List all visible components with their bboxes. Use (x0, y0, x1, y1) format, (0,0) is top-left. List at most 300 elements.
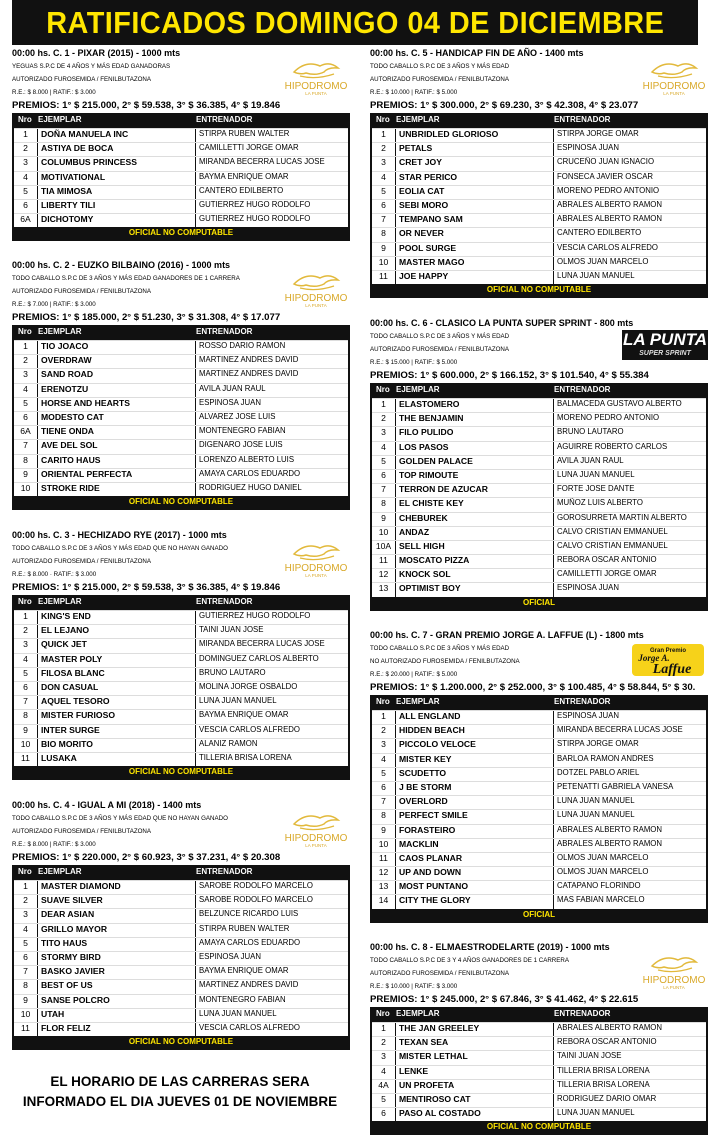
entry-number: 9 (14, 469, 38, 482)
entry-number: 1 (372, 399, 396, 412)
trainer-name: LORENZO ALBERTO LUIS (199, 454, 295, 464)
trainer-name: ABRALES ALBERTO RAMON (557, 199, 663, 209)
race-prizes: PREMIOS: 1° $ 600.000, 2° $ 166.152, 3° $ 101.540, 4° $ 55.384 (370, 370, 649, 381)
trainer-name: MAS FABIAN MARCELO (557, 895, 645, 905)
table-header (372, 385, 706, 398)
table-row (14, 724, 348, 738)
trainer-name: BRUNO LAUTARO (557, 427, 624, 437)
trainer-name: MONTENEGRO FABIAN (199, 426, 286, 436)
trainer-name: CANTERO EDILBERTO (557, 228, 642, 238)
entries-table (370, 383, 708, 611)
horse-name: LENKE (396, 1066, 554, 1079)
entries-table (12, 865, 350, 1050)
table-row (14, 397, 348, 411)
header-nro: Nro (376, 385, 390, 394)
entry-number: 10 (14, 739, 38, 752)
horse-name: UP AND DOWN (396, 867, 554, 880)
header-ejemplar: EJEMPLAR (38, 867, 82, 876)
race-card-7 (370, 628, 712, 923)
race-fees: R.E.: $ 8.000 | RATIF.: $ 3.000 (12, 89, 96, 96)
table-row (14, 1008, 348, 1022)
table-row (14, 468, 348, 482)
horse-name: DOÑA MANUELA INC (38, 129, 196, 142)
header-entrenador: ENTRENADOR (554, 697, 611, 706)
svg-text:LA PUNTA: LA PUNTA (305, 91, 327, 96)
trainer-name: ALVAREZ JOSE LUIS (199, 411, 276, 421)
horse-name: HIDDEN BEACH (396, 725, 554, 738)
entry-number: 3 (372, 1051, 396, 1064)
table-header (14, 867, 348, 880)
entry-number: 4 (14, 654, 38, 667)
entry-number: 10 (372, 527, 396, 540)
trainer-name: MARTINEZ ANDRES DAVID (199, 355, 299, 365)
trainer-name: GOROSURRETA MARTIN ALBERTO (557, 512, 687, 522)
horse-name: DON CASUAL (38, 682, 196, 695)
entries-table (370, 1007, 708, 1135)
horse-name: AVE DEL SOL (38, 440, 196, 453)
entry-number: 4 (14, 384, 38, 397)
trainer-name: CALVO CRISTIAN EMMANUEL (557, 540, 668, 550)
entry-number: 6 (372, 782, 396, 795)
table-row (372, 781, 706, 795)
svg-text:HIPODROMO: HIPODROMO (284, 563, 348, 574)
entry-number: 6 (14, 952, 38, 965)
horse-name: OVERLORD (396, 796, 554, 809)
header-ejemplar: EJEMPLAR (38, 115, 82, 124)
hipodromo-logo (280, 270, 352, 308)
entry-number: 2 (14, 143, 38, 156)
trainer-name: ABRALES ALBERTO RAMON (557, 838, 663, 848)
trainer-name: LUNA JUAN MANUEL (557, 1108, 635, 1118)
entry-number: 5 (372, 768, 396, 781)
entry-number: 11 (372, 853, 396, 866)
horse-name: HORSE AND HEARTS (38, 398, 196, 411)
table-row (372, 256, 706, 270)
entries-table (370, 113, 708, 298)
horse-name: SCUDETTO (396, 768, 554, 781)
entry-number: 6 (14, 200, 38, 213)
race-status: OFICIAL NO COMPUTABLE (14, 227, 348, 239)
trainer-name: ABRALES ALBERTO RAMON (557, 214, 663, 224)
table-row (372, 1036, 706, 1050)
laffue-logo (628, 640, 708, 680)
table-row (372, 512, 706, 526)
race-card-1 (12, 46, 354, 241)
entry-number: 4 (14, 172, 38, 185)
horse-name: TERRON DE AZUCAR (396, 484, 554, 497)
table-row (372, 753, 706, 767)
table-row (14, 681, 348, 695)
table-row (372, 809, 706, 823)
trainer-name: LUNA JUAN MANUEL (557, 270, 635, 280)
trainer-name: MIRANDA BECERRA LUCAS JOSE (199, 157, 325, 167)
entry-number: 8 (372, 498, 396, 511)
trainer-name: BAYMA ENRIQUE OMAR (199, 171, 289, 181)
table-row (14, 752, 348, 766)
trainer-name: GUTIERREZ HUGO RODOLFO (199, 199, 311, 209)
table-header (14, 115, 348, 128)
trainer-name: ESPINOSA JUAN (199, 397, 261, 407)
entries-table (12, 595, 350, 780)
table-row (372, 185, 706, 199)
trainer-name: RODRIGUEZ HUGO DANIEL (199, 482, 302, 492)
horse-name: TEMPANO SAM (396, 214, 554, 227)
horse-name: UNBRIDLED GLORIOSO (396, 129, 554, 142)
entry-number: 1 (14, 881, 38, 894)
trainer-name: GUTIERREZ HUGO RODOLFO (199, 214, 311, 224)
horse-name: SUAVE SILVER (38, 895, 196, 908)
entry-number: 1 (372, 129, 396, 142)
table-row (372, 795, 706, 809)
race-card-2 (12, 258, 354, 510)
table-row (372, 554, 706, 568)
trainer-name: TILLERIA BRISA LORENA (557, 1065, 650, 1075)
horse-name: LIBERTY TILI (38, 200, 196, 213)
race-authorization: AUTORIZADO FUROSEMIDA / FENILBUTAZONA (370, 76, 510, 83)
horse-name: THE BENJAMIN (396, 413, 554, 426)
trainer-name: CANTERO EDILBERTO (199, 185, 284, 195)
entry-number: 5 (14, 668, 38, 681)
horse-name: ANDAZ (396, 527, 554, 540)
table-row (14, 695, 348, 709)
horse-name: OPTIMIST BOY (396, 583, 554, 596)
horse-name: MOST PUNTANO (396, 881, 554, 894)
horse-name: SANSE POLCRO (38, 995, 196, 1008)
page-title: RATIFICADOS DOMINGO 04 DE DICIEMBRE (45, 4, 665, 40)
entry-number: 2 (372, 143, 396, 156)
race-header: 00:00 hs. C. 8 - ELMAESTRODELARTE (2019) - 1000 mts (370, 942, 610, 952)
entry-number: 12 (372, 867, 396, 880)
trainer-name: DOMINGUEZ CARLOS ALBERTO (199, 653, 319, 663)
table-row (372, 483, 706, 497)
table-row (372, 171, 706, 185)
table-row (372, 142, 706, 156)
trainer-name: BALMACEDA GUSTAVO ALBERTO (557, 399, 682, 408)
horse-name: DEAR ASIAN (38, 909, 196, 922)
horse-name: PASO AL COSTADO (396, 1108, 554, 1121)
trainer-name: STIRPA RUBEN WALTER (199, 923, 290, 933)
trainer-name: OLMOS JUAN MARCELO (557, 867, 649, 877)
entry-number: 2 (14, 355, 38, 368)
trainer-name: MARTINEZ ANDRES DAVID (199, 980, 299, 990)
horse-name: JOE HAPPY (396, 271, 554, 284)
header-ejemplar: EJEMPLAR (38, 597, 82, 606)
race-status: OFICIAL NO COMPUTABLE (372, 284, 706, 296)
trainer-name: TILLERIA BRISA LORENA (557, 1079, 650, 1089)
race-status: OFICIAL (372, 597, 706, 609)
race-status: OFICIAL NO COMPUTABLE (372, 1121, 706, 1133)
trainer-name: ABRALES ALBERTO RAMON (557, 1023, 663, 1032)
table-row (14, 908, 348, 922)
horse-name: PICCOLO VELOCE (396, 739, 554, 752)
trainer-name: MORENO PEDRO ANTONIO (557, 185, 660, 195)
horse-name: CAOS PLANAR (396, 853, 554, 866)
entry-number: 6 (14, 682, 38, 695)
table-row (14, 994, 348, 1008)
table-row (372, 1093, 706, 1107)
entry-number: 1 (14, 341, 38, 354)
entry-number: 9 (372, 825, 396, 838)
entry-number: 10 (372, 839, 396, 852)
entry-number: 4 (372, 172, 396, 185)
table-row (14, 709, 348, 723)
header-entrenador: ENTRENADOR (196, 597, 253, 606)
table-row (372, 128, 706, 142)
trainer-name: ALANIZ RAMON (199, 738, 258, 748)
trainer-name: DOTZEL PABLO ARIEL (557, 767, 640, 777)
horse-name: INTER SURGE (38, 725, 196, 738)
horse-name: PERFECT SMILE (396, 810, 554, 823)
horse-name: SELL HIGH (396, 541, 554, 554)
trainer-name: DIGENARO JOSE LUIS (199, 440, 283, 450)
table-row (372, 838, 706, 852)
table-row (372, 156, 706, 170)
table-header (14, 327, 348, 340)
race-status: OFICIAL NO COMPUTABLE (14, 1036, 348, 1048)
hipodromo-logo (280, 810, 352, 848)
horse-name: STROKE RIDE (38, 483, 196, 496)
table-row (14, 439, 348, 453)
trainer-name: FORTE JOSE DANTE (557, 484, 635, 494)
race-fees: R.E.: $ 8.000 | RATIF.: $ 3.000 (12, 841, 96, 848)
svg-text:HIPODROMO: HIPODROMO (642, 81, 706, 92)
table-row (14, 482, 348, 496)
entry-number: 5 (372, 186, 396, 199)
race-prizes: PREMIOS: 1° $ 215.000, 2° $ 59.538, 3° $ 36.385, 4° $ 19.846 (12, 582, 281, 593)
horse-name: TOP RIMOUTE (396, 470, 554, 483)
table-row (14, 653, 348, 667)
trainer-name: BAYMA ENRIQUE OMAR (199, 966, 289, 976)
trainer-name: MONTENEGRO FABIAN (199, 994, 286, 1004)
race-conditions: YEGUAS S.P.C DE 4 AÑOS Y MÁS EDAD GANADORAS (12, 63, 171, 70)
table-row (372, 227, 706, 241)
header-entrenador: ENTRENADOR (554, 115, 611, 124)
table-row (14, 454, 348, 468)
header-nro: Nro (376, 1009, 390, 1018)
horse-name: AQUEL TESORO (38, 696, 196, 709)
race-authorization: AUTORIZADO FUROSEMIDA / FENILBUTAZONA (12, 76, 152, 83)
trainer-name: REBORA OSCAR ANTONIO (557, 555, 657, 565)
horse-name: FILOSA BLANC (38, 668, 196, 681)
horse-name: ASTIYA DE BOCA (38, 143, 196, 156)
trainer-name: SAROBE RODOLFO MARCELO (199, 895, 313, 905)
entry-number: 7 (14, 696, 38, 709)
table-row (372, 455, 706, 469)
title-banner (12, 0, 698, 45)
header-nro: Nro (376, 697, 390, 706)
table-row (14, 894, 348, 908)
horse-name: QUICK JET (38, 639, 196, 652)
table-row (14, 142, 348, 156)
svg-text:Jorge A.: Jorge A. (638, 653, 670, 663)
horse-name: J BE STORM (396, 782, 554, 795)
trainer-name: SAROBE RODOLFO MARCELO (199, 881, 313, 890)
trainer-name: OLMOS JUAN MARCELO (557, 256, 649, 266)
horse-name: TITO HAUS (38, 938, 196, 951)
table-row (372, 412, 706, 426)
table-row (14, 425, 348, 439)
header-nro: Nro (18, 115, 32, 124)
table-row (14, 965, 348, 979)
table-row (372, 710, 706, 724)
horse-name: MENTIROSO CAT (396, 1094, 554, 1107)
trainer-name: VESCIA CARLOS ALFREDO (557, 242, 658, 252)
horse-name: SEBI MORO (396, 200, 554, 213)
entry-number: 2 (14, 895, 38, 908)
table-row (372, 497, 706, 511)
entry-number: 13 (372, 583, 396, 596)
entry-number: 11 (372, 555, 396, 568)
race-fees: R.E.: $ 8.000 · RATIF.: $ 3.000 (12, 571, 97, 578)
trainer-name: STIRPA JORGE OMAR (557, 129, 639, 138)
horse-name: COLUMBUS PRINCESS (38, 157, 196, 170)
race-prizes: PREMIOS: 1° $ 300.000, 2° $ 69.230, 3° $ 42.308, 4° $ 23.077 (370, 100, 639, 111)
trainer-name: ESPINOSA JUAN (557, 143, 619, 153)
la-punta-super-sprint-logo: LA PUNTA SUPER SPRINT (622, 330, 708, 360)
entry-number: 5 (14, 186, 38, 199)
horse-name: TIENE ONDA (38, 426, 196, 439)
svg-text:LA PUNTA: LA PUNTA (663, 985, 685, 990)
race-fees: R.E.: $ 10.000 | RATIF.: $ 3.000 (370, 983, 458, 990)
horse-name: UN PROFETA (396, 1080, 554, 1093)
horse-name: MISTER LETHAL (396, 1051, 554, 1064)
horse-name: ELASTOMERO (396, 399, 554, 412)
entries-table (370, 695, 708, 923)
race-conditions: TODO CABALLO S.P.C DE 3 AÑOS Y MÁS EDAD (370, 63, 510, 70)
entry-number: 3 (372, 157, 396, 170)
trainer-name: MARTINEZ ANDRES DAVID (199, 369, 299, 379)
table-row (14, 667, 348, 681)
trainer-name: FONSECA JAVIER OSCAR (557, 171, 654, 181)
race-card-3 (12, 528, 354, 780)
entry-number: 5 (372, 1094, 396, 1107)
entry-number: 1 (14, 611, 38, 624)
table-row (14, 411, 348, 425)
trainer-name: LUNA JUAN MANUEL (557, 796, 635, 806)
table-row (14, 738, 348, 752)
trainer-name: STIRPA JORGE OMAR (557, 739, 639, 749)
race-header: 00:00 hs. C. 6 - CLASICO LA PUNTA SUPER SPRINT - 800 mts (370, 318, 634, 328)
entry-number: 6 (372, 200, 396, 213)
race-fees: R.E.: $ 7.000 | RATIF.: $ 3.000 (12, 301, 96, 308)
entries-table (12, 325, 350, 510)
race-card-6 (370, 316, 712, 611)
trainer-name: RODRIGUEZ DARIO OMAR (557, 1093, 657, 1103)
race-fees: R.E.: $ 15.000 | RATIF.: $ 5.000 (370, 359, 458, 366)
entry-number: 1 (372, 1023, 396, 1036)
trainer-name: AVILA JUAN RAUL (199, 383, 266, 393)
table-row (14, 354, 348, 368)
horse-name: OVERDRAW (38, 355, 196, 368)
entry-number: 9 (372, 243, 396, 256)
horse-name: UTAH (38, 1009, 196, 1022)
horse-name: BEST OF US (38, 980, 196, 993)
entry-number: 1 (372, 711, 396, 724)
entry-number: 8 (372, 228, 396, 241)
entry-number: 6A (14, 426, 38, 439)
horse-name: CRET JOY (396, 157, 554, 170)
entry-number: 10 (372, 257, 396, 270)
table-row (14, 979, 348, 993)
horse-name: CHEBUREK (396, 513, 554, 526)
trainer-name: CAMILLETTI JORGE OMAR (199, 143, 299, 153)
trainer-name: OLMOS JUAN MARCELO (557, 852, 649, 862)
race-authorization: AUTORIZADO FUROSEMIDA / FENILBUTAZONA (12, 558, 152, 565)
table-row (372, 568, 706, 582)
entry-number: 6 (372, 470, 396, 483)
trainer-name: VESCIA CARLOS ALFREDO (199, 1022, 300, 1032)
entry-number: 13 (372, 881, 396, 894)
entry-number: 3 (14, 157, 38, 170)
trainer-name: BAYMA ENRIQUE OMAR (199, 710, 289, 720)
entry-number: 4 (372, 442, 396, 455)
horse-name: EOLIA CAT (396, 186, 554, 199)
table-row (14, 199, 348, 213)
table-row (372, 724, 706, 738)
entry-number: 6A (14, 214, 38, 227)
horse-name: CITY THE GLORY (396, 895, 554, 908)
race-header: 00:00 hs. C. 5 - HANDICAP FIN DE AÑO - 1400 mts (370, 48, 584, 58)
entry-number: 10 (14, 483, 38, 496)
trainer-name: LUNA JUAN MANUEL (557, 469, 635, 479)
header-ejemplar: EJEMPLAR (396, 385, 440, 394)
horse-name: MISTER KEY (396, 754, 554, 767)
horse-name: KNOCK SOL (396, 569, 554, 582)
entry-number: 10 (14, 1009, 38, 1022)
table-row (14, 368, 348, 382)
race-authorization: NO AUTORIZADO FUROSEMIDA / FENILBUTAZONA (370, 658, 520, 665)
trainer-name: ESPINOSA JUAN (557, 583, 619, 593)
horse-name: GOLDEN PALACE (396, 456, 554, 469)
hipodromo-logo (638, 952, 710, 990)
race-prizes: PREMIOS: 1° $ 215.000, 2° $ 59.538, 3° $ 36.385, 4° $ 19.846 (12, 100, 281, 111)
horse-name: OR NEVER (396, 228, 554, 241)
table-row (14, 383, 348, 397)
header-entrenador: ENTRENADOR (196, 115, 253, 124)
table-row (14, 171, 348, 185)
hipodromo-logo (280, 58, 352, 96)
entry-number: 11 (14, 1023, 38, 1036)
header-nro: Nro (376, 115, 390, 124)
table-row (14, 340, 348, 354)
horse-name: TIA MIMOSA (38, 186, 196, 199)
trainer-name: AGUIRRE ROBERTO CARLOS (557, 441, 668, 451)
horse-name: EL CHISTE KEY (396, 498, 554, 511)
entry-number: 5 (14, 398, 38, 411)
table-row (372, 540, 706, 554)
header-nro: Nro (18, 597, 32, 606)
table-row (14, 156, 348, 170)
table-row (372, 441, 706, 455)
svg-text:HIPODROMO: HIPODROMO (284, 833, 348, 844)
table-row (372, 880, 706, 894)
svg-text:Gran Premio: Gran Premio (649, 648, 687, 654)
race-status: OFICIAL NO COMPUTABLE (14, 766, 348, 778)
table-row (372, 199, 706, 213)
svg-text:Laffue: Laffue (652, 662, 692, 677)
table-row (372, 398, 706, 412)
trainer-name: BELZUNCE RICARDO LUIS (199, 909, 299, 919)
trainer-name: CRUCEÑO JUAN IGNACIO (557, 157, 655, 167)
table-row (14, 213, 348, 227)
horse-name: GRILLO MAYOR (38, 924, 196, 937)
entry-number: 10A (372, 541, 396, 554)
entry-number: 7 (372, 484, 396, 497)
hipodromo-logo (280, 540, 352, 578)
table-row (14, 1022, 348, 1036)
table-row (372, 1065, 706, 1079)
table-row (372, 866, 706, 880)
